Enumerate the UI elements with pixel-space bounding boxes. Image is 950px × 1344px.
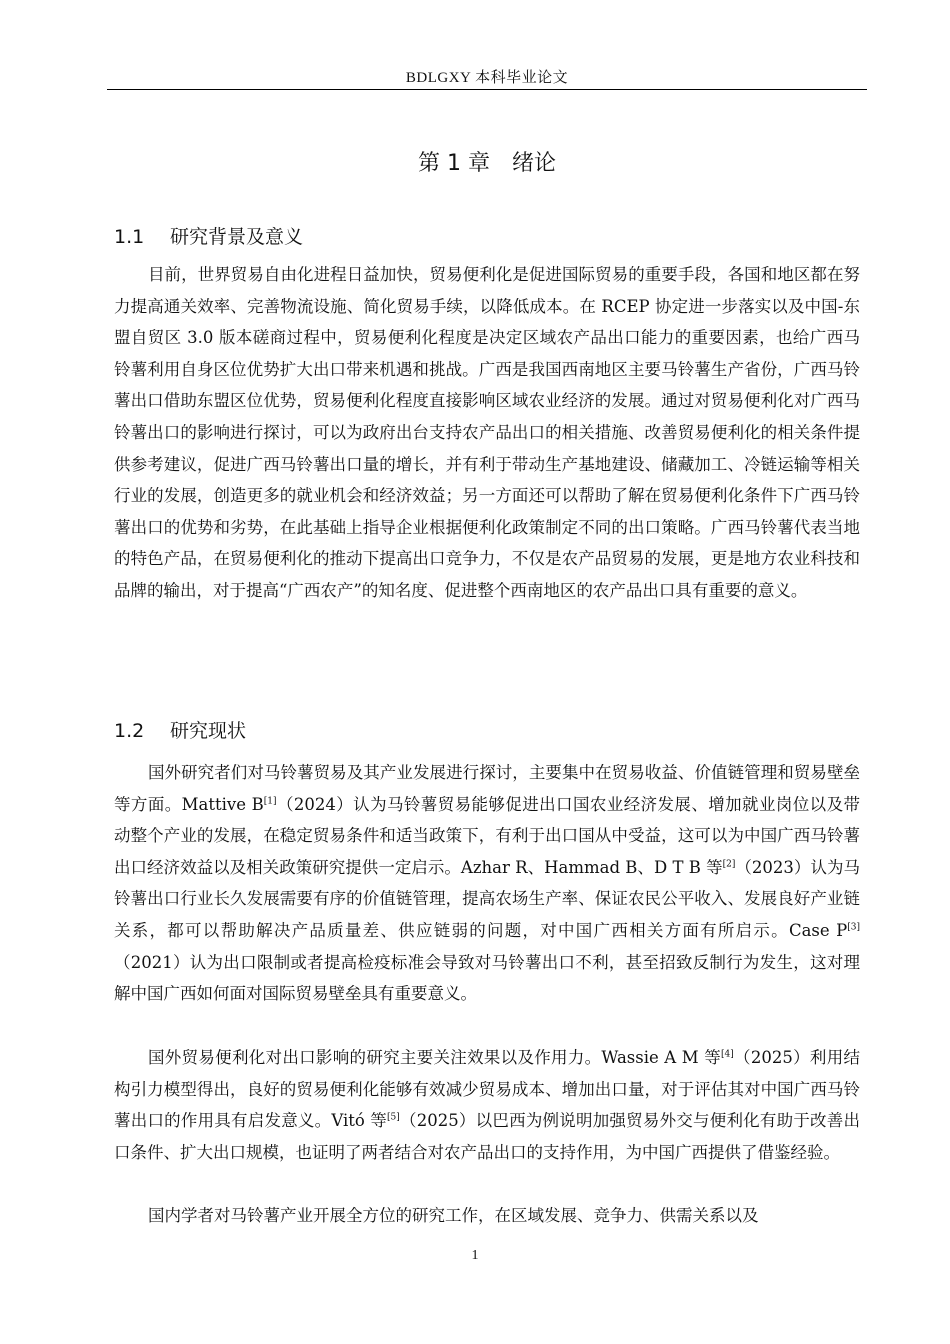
text-run: （2025）以巴西为例说明加强贸易外交与便利化有助于改善出口条件、扩大出口规模，也证明了两者结合对农产品出口的支持作用，为中国广西提供了借鉴经验。 — [114, 1111, 860, 1162]
text-run: 国外研究者们对马铃薯贸易及其产业发展进行探讨，主要集中在贸易收益、价值链管理和贸易壁垒等方面。Mattive B — [114, 763, 860, 814]
text-run: （2021）认为出口限制或者提高检疫标准会导致对马铃薯出口不利，甚至招致反制行为发生，这对理解中国广西如何面对国际贸易壁垒具有重要意义。 — [114, 952, 860, 1004]
header-rule — [107, 89, 867, 90]
running-header: BDLGXY 本科毕业论文 — [405, 70, 569, 86]
paragraph-foreign-research — [114, 757, 860, 1010]
text-run: （2024）认为马铃薯贸易能够促进出口国农业经济发展、增加就业岗位以及带动整个产业的发展，在稳定贸易条件和适当政策下，有利于出口国从中受益，这可以为中国广西马铃薯出口经济效益以及相关政策研究提供一定启示。Azhar R、Hammad B、D T B 等 — [114, 794, 860, 877]
text-run: （2023）认为马铃薯出口行业长久发展需要有序的价值链管理，提高农场生产率、保证农民公平收入、发展良好产业链关系，都可以帮助解决产品质量差、供应链弱的问题，对中国广西相关方面有所启示。Case P — [114, 857, 861, 940]
citation-ref: [2] — [722, 859, 736, 870]
text-run: 国外贸易便利化对出口影响的研究主要关注效果以及作用力。Wassie A M 等 — [148, 1048, 721, 1067]
citation-ref: [3] — [847, 922, 860, 933]
section-heading-1-2 — [114, 716, 246, 743]
section-number: 1.2 — [114, 720, 145, 742]
section-number: 1.1 — [114, 226, 145, 248]
section-heading-1-1 — [114, 222, 303, 249]
page-number: 1 — [471, 1248, 479, 1263]
citation-ref: [4] — [720, 1049, 734, 1060]
section-title: 研究背景及意义 — [170, 226, 304, 248]
chapter-title: 第 1 章 绪论 — [418, 151, 556, 176]
section-title: 研究现状 — [170, 720, 247, 742]
citation-ref: [1] — [263, 796, 277, 807]
paragraph-domestic-research: 国内学者对马铃薯产业开展全方位的研究工作，在区域发展、竞争力、供需关系以及 — [148, 1206, 759, 1225]
paragraph-background: 目前，世界贸易自由化进程日益加快，贸易便利化是促进国际贸易的重要手段，各国和地区都在努力提高通关效率、完善物流设施、简化贸易手续，以降低成本。在 RCEP 协定进一步落实以及中国-东盟自贸区 3.0 版本磋商过程中，贸易便利化程度是决定区域农产品出口能力的重要因素，也给广西马铃薯利用自身区位优势扩大出口带来机遇和挑战。广西是我国西南地区主要马铃薯生产省份，广西马铃薯出口借助东盟区位优势，贸易便利化程度直接影响区域农业经济的发展。通过对贸易便利化对广西马铃薯出口的影响进行探讨，可以为政府出台支持农产品出口的相关措施、改善贸易便利化的相关条件提供参考建议，促进广西马铃薯出口量的增长，并有利于带动生产基地建设、储藏加工、冷链运输等相关行业的发展，创造更多的就业机会和经济效益；另一方面还可以帮助了解在贸易便利化条件下广西马铃薯出口的优势和劣势，在此基础上指导企业根据便利化政策制定不同的出口策略。广西马铃薯代表当地的特色产品，在贸易便利化的推动下提高出口竞争力，不仅是农产品贸易的发展，更是地方农业科技和品牌的输出，对于提高“广西农产”的知名度、促进整个西南地区的农产品出口具有重要的意义。 — [114, 265, 860, 600]
text-run: （2025）利用结构引力模型得出，良好的贸易便利化能够有效减少贸易成本、增加出口量，对于评估其对中国广西马铃薯出口的作用具有启发意义。Vitó 等 — [114, 1048, 860, 1131]
citation-ref: [5] — [387, 1112, 400, 1123]
paragraph-trade-facilitation — [114, 1042, 860, 1168]
